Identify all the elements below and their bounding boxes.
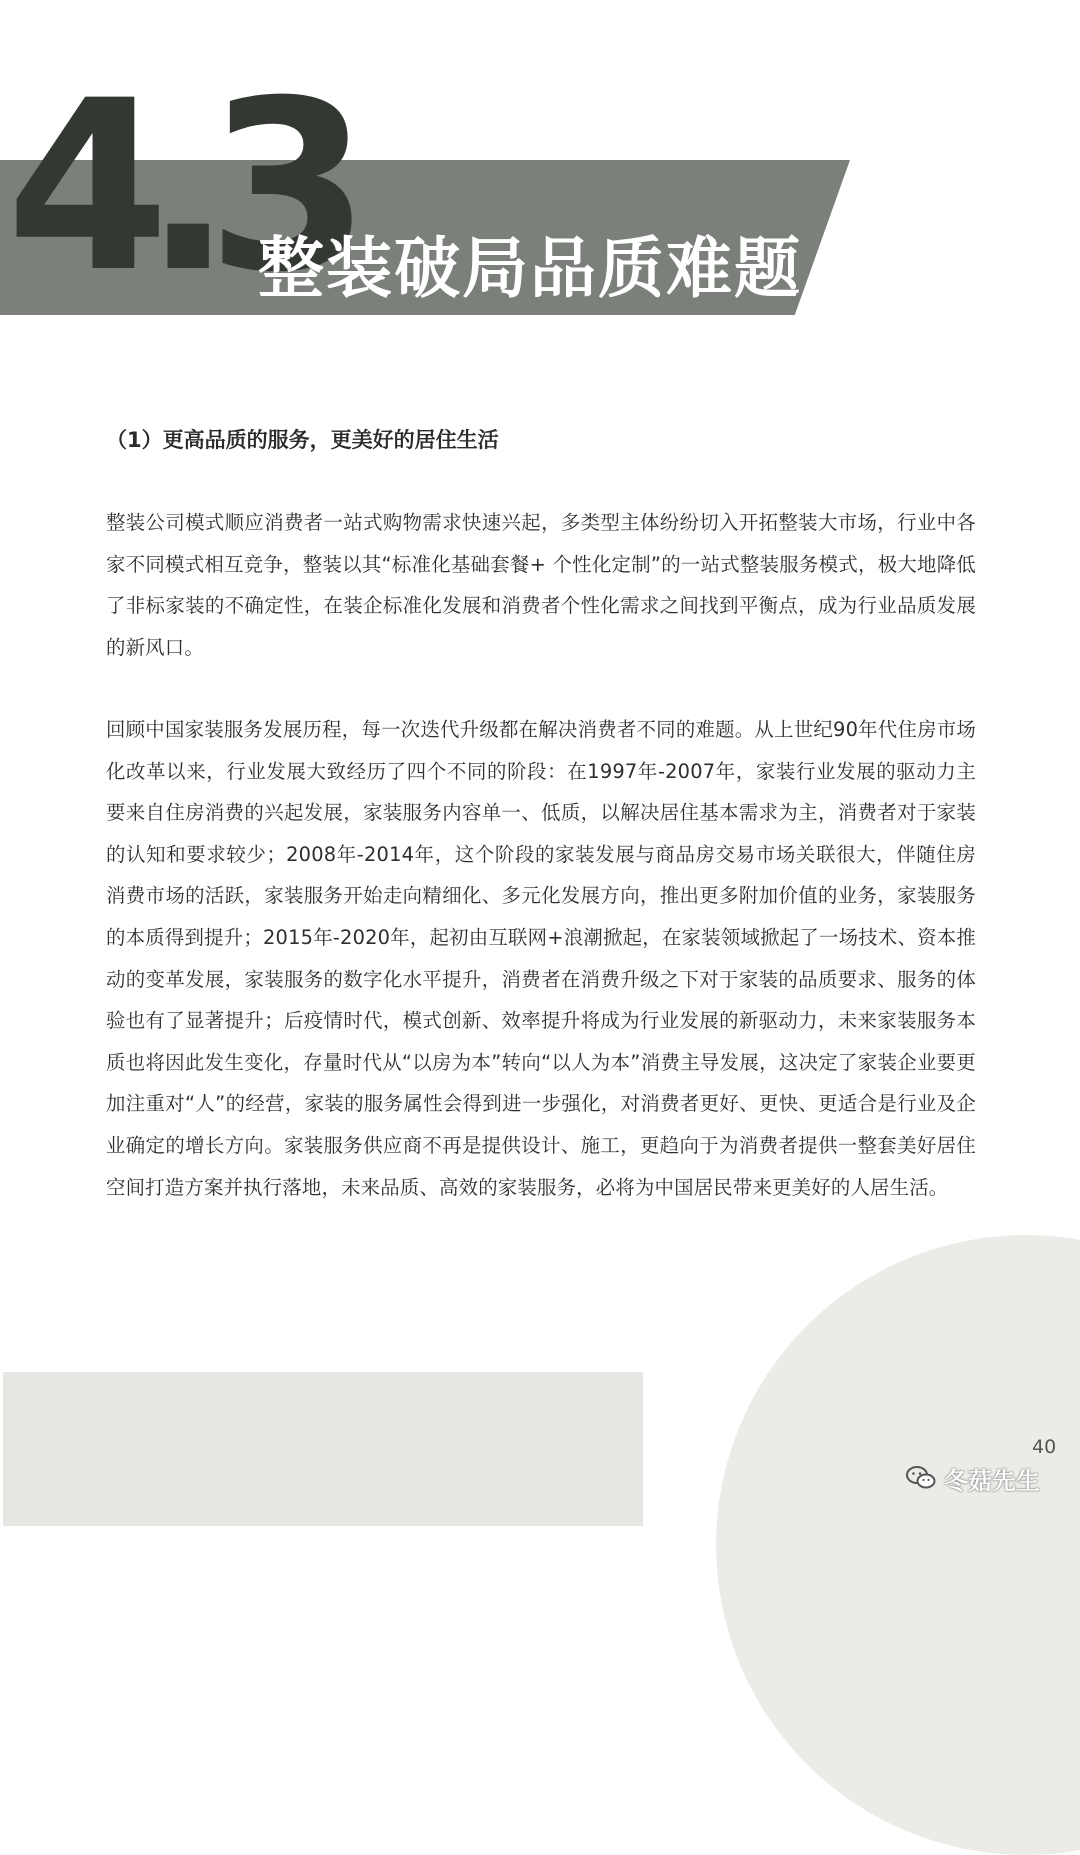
watermark-text: 冬菇先生 <box>944 1466 1040 1495</box>
paragraph-1: 整装公司模式顺应消费者一站式购物需求快速兴起，多类型主体纷纷切入开拓整装大市场，行业中各家不同模式相互竞争，整装以其“标准化基础套餐+ 个性化定制”的一站式整装服务模式，极大地降低了非标家装的不确定性，在装企标准化发展和消费者个性化需求之间找到平衡点，成为行业品质发展的新风口。 <box>106 511 976 659</box>
wechat-icon <box>906 1465 936 1491</box>
section-title: 整装破局品质难题 <box>258 230 802 307</box>
subheading: （1）更高品质的服务，更美好的居住生活 <box>106 428 499 452</box>
paragraph-2: 回顾中国家装服务发展历程，每一次迭代升级都在解决消费者不同的难题。从上世纪90年代住房市场化改革以来，行业发展大致经历了四个不同的阶段：在1997年-2007年，家装行业发展的驱动力主要来自住房消费的兴起发展，家装服务内容单一、低质，以解决居住基本需求为主，消费者对于家装的认知和要求较少；2008年-2014年，这个阶段的家装发展与商品房交易市场关联很大，伴随住房消费市场的活跃，家装服务开始走向精细化、多元化发展方向，推出更多附加价值的业务，家装服务的本质得到提升；2015年-2020年，起初由互联网+浪潮掀起，在家装领域掀起了一场技术、资本推动的变革发展，家装服务的数字化水平提升，消费者在消费升级之下对于家装的品质要求、服务的体验也有了显著提升；后疫情时代，模式创新、效率提升将成为行业发展的新驱动力，未来家装服务本质也将因此发生变化，存量时代从“以房为本”转向“以人为本”消费主导发展，这决定了家装企业要更加注重对“人”的经营，家装的服务属性会得到进一步强化，对消费者更好、更快、更适合是行业及企业确定的增长方向。家装服务供应商不再是提供设计、施工，更趋向于为消费者提供一整套美好居住空间打造方案并执行落地，未来品质、高效的家装服务，必将为中国居民带来更美好的人居生活。 <box>106 718 976 1199</box>
decorative-circle <box>716 1235 1080 1855</box>
page-number: 40 <box>1032 1436 1057 1458</box>
watermark <box>906 1462 1040 1494</box>
decorative-rectangle <box>3 1372 643 1526</box>
section-number: 4.3 <box>6 51 345 324</box>
